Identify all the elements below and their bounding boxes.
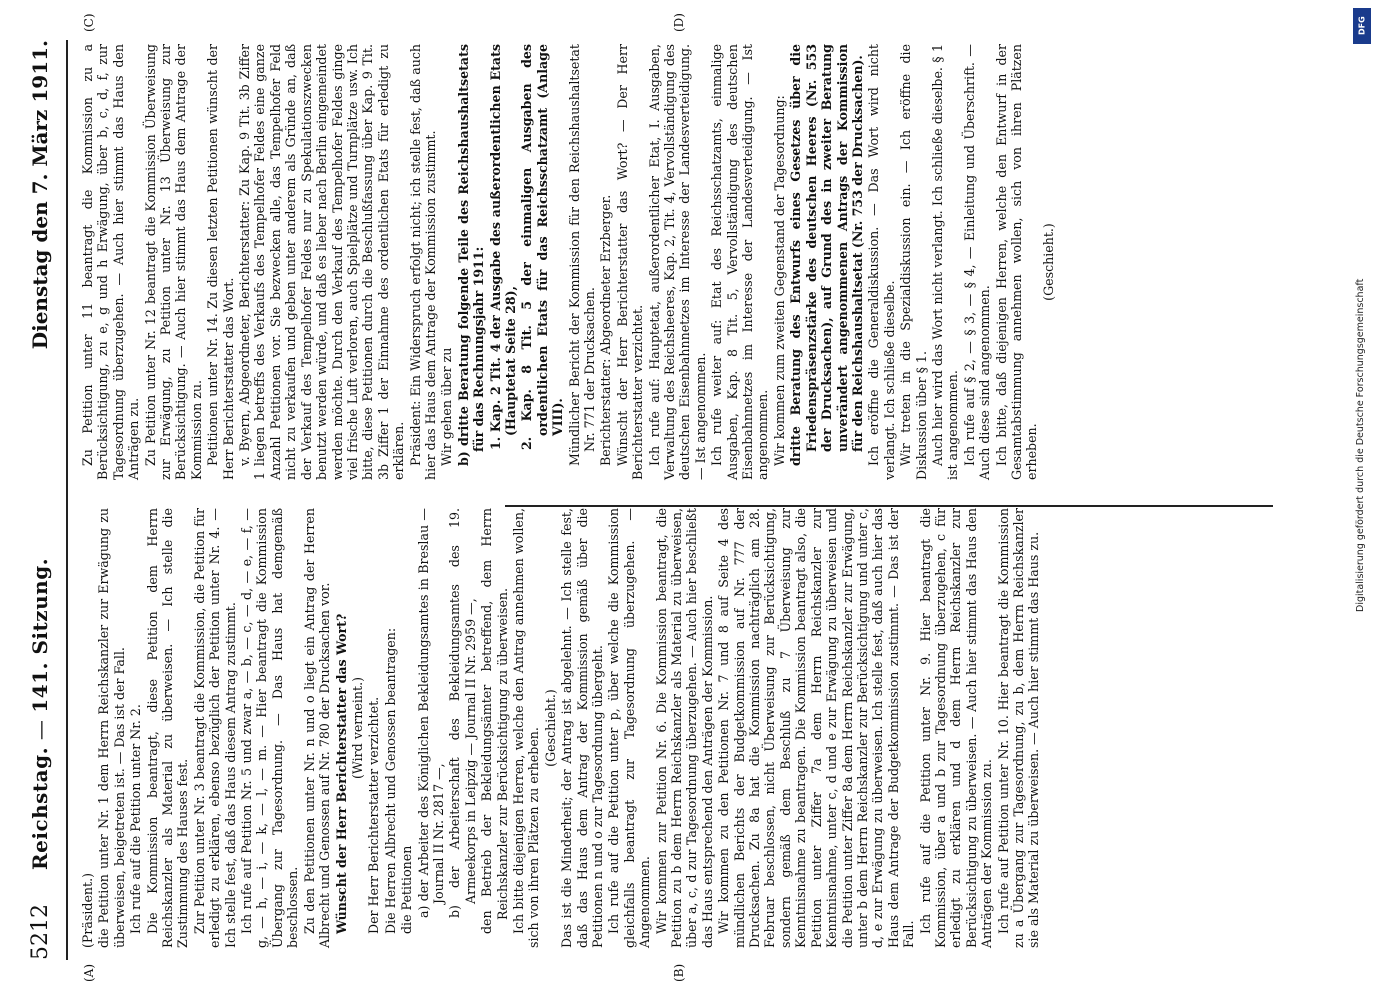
paragraph: (Wird verneint.) <box>349 676 365 780</box>
paragraph: v. Byern, Abgeordneter, Berichterstatter: Zu Kap. 9 Tit. 3b Ziffer 1 liegen betreffs des Verkaufs des Tempelhofer Feldes eine ganze Anzahl Petitionen vor. Sie bezwecken alle, das Tempelhofer Feld nicht zu verkaufen und geben unter anderem als Gründe an, daß der Verkauf des Tempelhofer Feldes nur zu Spekulationszwecken benutzt werden würde, und daß es lieber nach Berlin eingemeindet werden möchte. Durch den Verkauf des Tempelhofer Feldes ginge viel frische Luft verloren, auch Spielplätze und Turnplätze usw. Ich bitte, diese Petitionen durch die Beschlußfassung über Kap. 9 Tit. 3b Ziffer 1 der Einnahme des ordentlichen Etats für erledigt zu erklären. <box>237 44 407 480</box>
paragraph: 1. Kap. 2 Tit. 4 der Ausgabe des außerordentlichen Etats (Hauptetat Seite 28), <box>487 44 518 450</box>
paragraph: Zu den Petitionen unter Nr. n und o liegt ein Antrag der Herren Albrecht und Genossen auf Nr. 780 der Drucksachen vor. <box>301 508 333 948</box>
paragraph: b) der Arbeiterschaft des Bekleidungsamtes des 19. Armeekorps in Leipzig — Journal II Nr. 2959 —, <box>447 508 478 918</box>
column-rule <box>505 505 1273 507</box>
paragraph: Wir kommen zur Petition Nr. 6. Die Kommission beantragt, die Petition zu b dem Herrn Reichskanzler als Material zu überweisen, über a, c, d zur Tagesordnung überzugehen. — Auch hier beschließt das Haus entsprechend den Anträgen der Kommission. <box>653 508 715 948</box>
paragraph: Ich rufe auf Petition unter Nr. 10. Hier beantragt die Kommission zu a Übergang zur Tagesordnung, zu b, dem Herrn Reichskanzler sie als Material zu überweisen. — Auch hier stimmt das Haus zu. <box>995 508 1042 948</box>
paragraph: Ich rufe auf die Petition unter Nr. 9. Hier beantragt die Kommission, über a und b zur Tagesordnung überzugehen, c für erledigt zu erklären und d dem Herrn Reichskanzler zur Berücksichtigung zu überweisen. — Auch hier stimmt das Haus den Anträgen der Kommission zu. <box>917 508 995 948</box>
paragraph: dritte Beratung des Entwurfs eines Gesetzes über die Friedenspräsenzstärke des deutschen Heeres (Nr. 553 der Drucksachen), auf Grund des in zweiter Beratung unverändert angenommenen Antrags der Kommission für den Reichshaushaltsetat (Nr. 753 der Drucksachen). <box>788 44 865 466</box>
paragraph: Ich rufe weiter auf: Etat des Reichsschatzamts, einmalige Ausgaben, Kap. 8 Tit. 5, Vervollständigung des deutschen Eisenbahnnetzes im Interesse der Landesverteidigung. — Ist angenommen. <box>709 44 771 480</box>
paragraph: Ich rufe auf: Hauptetat, außerordentlicher Etat, I. Ausgaben, Verwaltung des Reichsheeres, Kap. 2, Tit. 4, Vervollständigung des deutschen Eisenbahnnetzes im Interesse der Landesverteidigung. — Ist angenommen. <box>646 44 708 480</box>
digitization-sidebar <box>1351 8 1373 988</box>
paragraph: b) dritte Beratung folgende Teile des Reichshaushaltsetats für das Rechnungsjahr 1911: <box>455 44 487 466</box>
paragraph: Ich bitte, daß diejenigen Herren, welche den Entwurf in der Gesamtabstimmung annehmen wollen, sich von ihren Plätzen erheben. <box>993 44 1040 480</box>
paragraph: a) der Arbeiter des Königlichen Bekleidungsamtes in Breslau — Journal II Nr. 2817 —, <box>415 508 446 918</box>
left-column <box>80 508 1043 948</box>
paragraph: Die Herren Albrecht und Genossen beantragen: <box>382 627 398 934</box>
page-header <box>28 40 68 960</box>
paragraph: Petitionen unter Nr. 14. Zu diesen letzten Petitionen wünscht der Herr Berichterstatter das Wort. <box>205 44 236 480</box>
paragraph: Mündlicher Bericht der Kommission für den Reichshaushaltsetat Nr. 771 der Drucksachen. <box>566 44 597 466</box>
header-dash: — <box>28 712 52 747</box>
margin-mark-a: (A) <box>82 963 96 982</box>
paragraph: (Präsident.) <box>80 872 95 948</box>
paragraph: Wünscht der Herr Berichterstatter das Wort? <box>333 613 349 934</box>
paragraph: den Betrieb der Bekleidungsämter betreffend, dem Herrn Reichskanzler zur Berücksichtigung zu überweisen. <box>479 508 510 934</box>
paragraph: (Geschieht.) <box>1040 223 1056 301</box>
paragraph: Berichterstatter: Abgeordneter Erzberger. <box>598 194 614 466</box>
header-date: Dienstag den 7. März 1911. <box>28 40 52 350</box>
dfg-logo: DFG <box>1353 8 1371 44</box>
paragraph: Zu Petition unter Nr. 12 beantragt die Kommission Überweisung zur Erwägung, zu Petition unter Nr. 13 Überweisung zur Berücksichtigung. — Auch hier stimmt das Haus dem Antrage der Kommission zu. <box>142 44 204 480</box>
paragraph: Auch hier wird das Wort nicht verlangt. Ich schließe dieselbe. § 1 ist angenommen. <box>929 44 961 480</box>
paragraph: Wir kommen zu den Petitionen Nr. 7 und 8 auf Seite 4 des mündlichen Berichts der Budgetkommission auf Nr. 777 der Drucksachen. Zu 8a hat die Kommission nachträglich am 28. Februar beschlossen, nicht Überweisung zur Berücksichtigung, sondern gemäß dem Beschluß zu 7 Überweisung zur Kenntnisnahme zu beantragen. Die Kommission beantragt also, die Petition unter Ziffer 7a dem Herrn Reichskanzler zur Kenntnisnahme, unter c, d und e zur Erwägung zu überweisen und die Petition unter Ziffer 8a dem Herrn Reichskanzler zur Erwägung, unter b dem Herrn Reichskanzler zur Berücksichtigung und unter c, d, e zur Erwägung zu überweisen. Ich stelle fest, daß auch hier das Haus dem Antrage der Budgetkommission zustimmt. — Das ist der Fall. <box>716 508 917 948</box>
header-left <box>28 558 52 870</box>
header-session: 141. Sitzung. <box>28 557 52 713</box>
page-number: 5212 <box>28 904 53 960</box>
paragraph: die Petition unter Nr. 1 dem Herrn Reichskanzler zur Erwägung zu überweisen, beigetreten ist. — Das ist der Fall. <box>96 508 127 948</box>
paragraph: Die Kommission beantragt, diese Petition dem Herrn Reichskanzler als Material zu überweisen. — Ich stelle die Zustimmung des Hauses fest. <box>144 508 191 948</box>
paragraph: Ich rufe auf Petition Nr. 5 und zwar a, — b, — c, — d, — e, — f, — g, — h, — i, — k, — l, — m. — Hier beantragt die Kommission Übergang zur Tagesordnung. — Das Haus hat demgemäß beschlossen. <box>239 508 301 948</box>
paragraph: Ich rufe auf die Petition unter Nr. 2. <box>128 704 144 934</box>
paragraph: 2. Kap. 8 Tit. 5 der einmaligen Ausgaben des ordentlichen Etats für das Reichsschatzamt (Anlage VIII). <box>519 44 566 450</box>
paragraph: Wir kommen zum zweiten Gegenstand der Tagesordnung: <box>771 95 787 466</box>
paragraph: Ich rufe auf § 2, — § 3, — § 4, — Einleitung und Überschrift. — Auch diese sind angenommen. <box>961 44 993 480</box>
paragraph: Der Herr Berichterstatter verzichtet. <box>366 696 382 934</box>
margin-mark-c: (C) <box>82 13 96 32</box>
right-column <box>80 44 1057 480</box>
header-rule <box>66 40 68 960</box>
paragraph: Wünscht der Herr Berichterstatter das Wort? — Der Herr Berichterstatter verzichtet. <box>614 44 646 480</box>
paragraph: die Petitionen <box>399 845 415 934</box>
margin-mark-d: (D) <box>672 13 686 32</box>
paragraph: Ich rufe auf die Petition unter p, über welche die Kommission gleichfalls beantragt zur Tagesordnung überzugehen. — Angenommen. <box>606 508 653 948</box>
paragraph: Zur Petition unter Nr. 3 beantragt die Kommission, die Petition für erledigt zu erklären, ebenso bezüglich der Petition unter Nr. 4. — Ich stelle fest, daß das Haus diesem Antrag zustimmt. <box>191 508 238 948</box>
paragraph: Wir treten in die Spezialdiskussion ein. — Ich eröffne die Diskussion über § 1. <box>898 44 929 480</box>
paragraph: Präsident: Ein Widerspruch erfolgt nicht; ich stelle fest, daß auch hier das Haus dem Antrage der Kommission zustimmt. <box>407 44 438 480</box>
paragraph: Ich bitte diejenigen Herren, welche den Antrag annehmen wollen, sich von ihren Plätzen zu erheben. <box>510 508 542 948</box>
paragraph: Zu Petition unter 11 beantragt die Kommission zu a Berücksichtigung, zu e, g und h Erwägung, über b, c, d, f, zur Tagesordnung überzugehen. — Auch hier stimmt das Haus den Anträgen zu. <box>80 44 142 480</box>
header-reichstag: Reichstag. <box>28 746 52 870</box>
paragraph: Das ist die Minderheit; der Antrag ist abgelehnt. — Ich stelle fest, daß das Haus dem Antrag der Kommission gemäß über die Petitionen n und o zur Tagesordnung übergeht. <box>559 508 605 948</box>
funding-notice: Digitalisierung gefördert durch die Deutsche Forschungsgemeinschaft <box>1355 278 1366 612</box>
paragraph: Wir gehen über zu <box>439 347 455 466</box>
margin-mark-b: (B) <box>672 963 686 982</box>
paragraph: (Geschieht.) <box>542 689 558 767</box>
paragraph: Ich eröffne die Generaldiskussion. — Das Wort wird nicht verlangt. Ich schließe dieselbe. <box>866 44 897 480</box>
